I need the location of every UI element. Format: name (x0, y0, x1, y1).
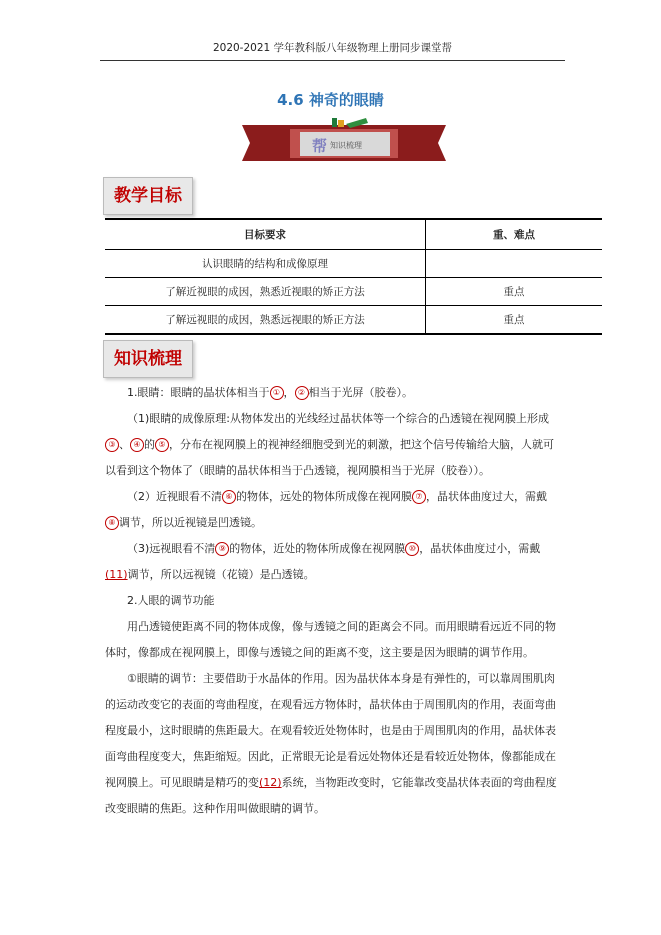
paragraph (105, 536, 560, 588)
knowledge-content (105, 380, 560, 822)
blank-marker: ⑦ (412, 490, 426, 504)
blank-marker: ① (270, 386, 284, 400)
banner-big-char: 帮 (312, 137, 328, 155)
blank-marker: ⑤ (155, 438, 169, 452)
text-span: （1)眼睛的成像原理:从物体发出的光线经过晶状体等一个综合的凸透镜在视网膜上形成 (127, 412, 549, 425)
blank-marker: ④ (130, 438, 144, 452)
page-title: 4.6 神奇的眼睛 (277, 91, 384, 109)
blank-marker: ⑥ (222, 490, 236, 504)
book-icon (338, 120, 344, 127)
header-goal: 目标要求 (105, 219, 426, 250)
paragraph: 用凸透镜使距离不同的物体成像，像与透镜之间的距离会不同。而用眼睛看远近不同的物体时，像都成在视网膜上，即像与透镜之间的距离不变，这主要是因为眼睛的调节作用。 (105, 620, 556, 659)
text-span: 系统，当物距改变时，它能靠改变晶状体表面的弯曲程度改变眼睛的焦距。这种作用叫做眼睛的调节。 (105, 776, 557, 815)
table-cell: 了解近视眼的成因，熟悉近视眼的矫正方法 (105, 278, 426, 306)
knowledge-banner (242, 118, 446, 162)
page-header: 2020-2021 学年教科版八年级物理上册同步课堂帮 (100, 38, 565, 61)
blank-marker: ③ (105, 438, 119, 452)
paragraph (105, 380, 560, 406)
text-span: （3)远视眼看不清 (127, 542, 216, 555)
table-cell (426, 250, 603, 278)
table-cell: 认识眼睛的结构和成像原理 (105, 250, 426, 278)
section-goals: 教学目标 (103, 177, 193, 215)
table-row (105, 306, 602, 335)
paragraph (105, 406, 560, 484)
table-row (105, 278, 602, 306)
blank-marker: ② (295, 386, 309, 400)
table-cell: 重点 (426, 306, 603, 335)
banner-label: 知识梳理 (330, 141, 362, 150)
text-span: ，晶状体曲度过大，需戴 (426, 490, 547, 503)
text-span: （2）近视眼看不清 (127, 490, 222, 503)
text-span: ，晶状体曲度过小，需戴 (419, 542, 541, 555)
header-key-point: 重、难点 (426, 219, 603, 250)
blank-marker: ⑩ (405, 542, 419, 556)
blank-marker: (11) (105, 568, 128, 581)
blank-marker: ⑧ (105, 516, 119, 530)
text-span: ， (283, 386, 295, 399)
paragraph (105, 484, 560, 536)
table-cell: 了解远视眼的成因，熟悉远视眼的矫正方法 (105, 306, 426, 335)
text-span: 的 (144, 438, 155, 451)
text-span: 1.眼睛：眼睛的晶状体相当于 (127, 386, 270, 399)
table-row (105, 250, 602, 278)
table-cell: 重点 (426, 278, 603, 306)
text-span: ，分布在视网膜上的视神经细胞受到光的刺激，把这个信号传输给大脑，人就可以看到这个物体了（眼睛的晶状体相当于凸透镜，视网膜相当于光屏（胶卷））。 (105, 438, 554, 477)
pencil-icon (332, 118, 337, 127)
text-span: 调节，所以远视镜（花镜）是凸透镜。 (127, 568, 315, 581)
blank-marker: (12) (259, 776, 282, 789)
goals-table (105, 218, 602, 335)
section-knowledge: 知识梳理 (103, 340, 193, 378)
blank-marker: ⑨ (215, 542, 229, 556)
text-span: 的物体，近处的物体所成像在视网膜 (229, 542, 406, 555)
text-span: 调节，所以近视镜是凹透镜。 (119, 516, 262, 529)
text-span: 相当于光屏（胶卷）。 (308, 386, 413, 399)
text-span: 的物体，远处的物体所成像在视网膜 (236, 490, 412, 503)
paragraph (105, 666, 560, 822)
paragraph: 2.人眼的调节功能 (127, 594, 215, 607)
text-span: 、 (119, 438, 130, 451)
table-header-row (105, 219, 602, 250)
text-span: ①眼睛的调节：主要借助于水晶体的作用。因为晶状体本身是有弹性的，可以靠周围肌肉的运动改变它的表面的弯曲程度，在观看远方物体时，晶状体由于周围肌肉的作用，表面弯曲程度最小，这时眼睛的焦距最大。在观看较近处物体时，也是由于周围肌肉的作用，晶状体表面弯曲程度变大，焦距缩短。因此，正常眼无论是看远处物体还是看较近处物体，像都能成在视网膜上。可见眼睛是精巧的变 (105, 672, 556, 789)
